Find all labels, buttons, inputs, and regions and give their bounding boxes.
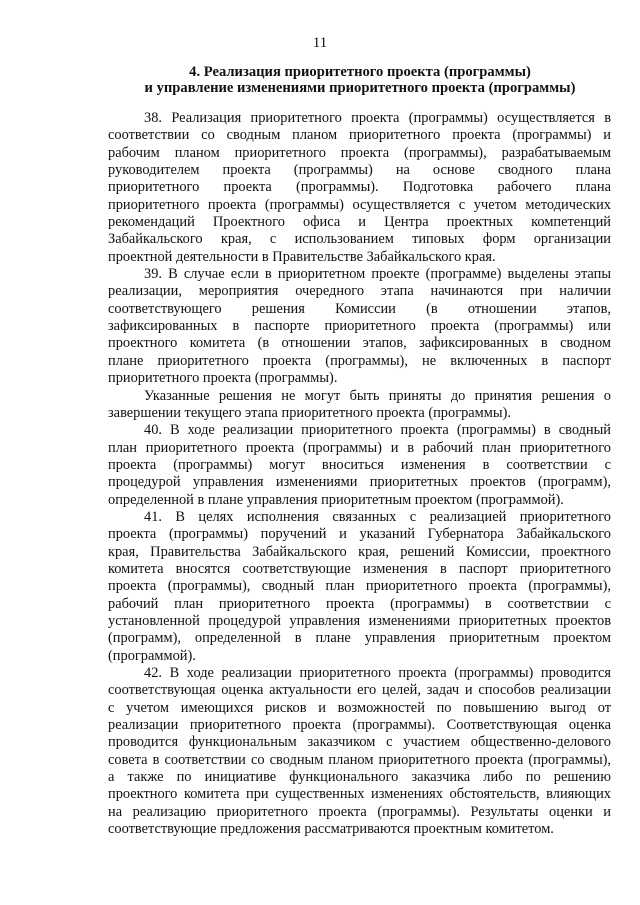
text-line: совета в соответствии со сводным планом приоритетного проекта (программы), — [108, 751, 611, 768]
text-line: 38. Реализация приоритетного проекта (программы) осуществляется в — [144, 110, 611, 126]
text-line: (программой). — [108, 647, 196, 664]
text-line: приоритетного проекта (программы). Подготовка рабочего плана — [108, 179, 611, 196]
text-line: комитета вносятся соответствующие изменения в паспорт приоритетного — [108, 560, 611, 577]
document-body — [108, 110, 611, 838]
text-line: план приоритетного проекта (программы) и в рабочий план приоритетного — [108, 439, 611, 456]
text-line: соответствующая оценка актуальности его целей, задач и способов реализации — [108, 682, 611, 699]
page-number: 11 — [312, 35, 328, 51]
text-line: Указанные решения не могут быть приняты до принятия решения о — [144, 387, 611, 404]
text-line: проекта (программы) поручений и указаний Губернатора Забайкальского — [108, 526, 611, 543]
text-line: проектного комитета при существенных изменениях обстоятельств, влияющих — [108, 786, 611, 803]
text-line: (программ), определенной в плане управления приоритетным проектом — [108, 630, 611, 647]
text-line: руководителем проекта (программы) на основе сводного плана — [108, 162, 611, 179]
text-line: процедурой управления изменениями приоритетных проектов (программ), — [108, 474, 611, 491]
text-line: соответствующего решения Комиссии (в отношении этапов, — [108, 300, 611, 317]
text-line: рабочим планом приоритетного проекта (программы), разрабатываемым — [108, 144, 611, 161]
text-line: завершении текущего этапа приоритетного проекта (программы). — [108, 404, 511, 421]
paragraph-38 — [108, 110, 611, 266]
paragraph-40 — [108, 422, 611, 509]
text-line: проектной деятельности в Правительстве Забайкальского края. — [108, 248, 496, 265]
paragraph-39-note — [108, 388, 611, 423]
section-heading-line: 4. Реализация приоритетного проекта (программы) — [189, 64, 531, 80]
text-line: проводится функциональным заказчиком с участием общественно-делового — [108, 734, 611, 751]
text-line: зафиксированных в паспорте приоритетного проекта (программы) или — [108, 318, 611, 335]
text-line: 41. В целях исполнения связанных с реализацией приоритетного — [144, 508, 611, 525]
text-line: соответствующие предложения рассматриваются проектным комитетом. — [108, 821, 554, 838]
text-line: 39. В случае если в приоритетном проекте (программе) выделены этапы — [144, 266, 611, 283]
text-line: приоритетного проекта (программы). — [108, 370, 338, 387]
paragraph-41 — [108, 509, 611, 665]
text-line: на реализацию приоритетного проекта (программы). Результаты оценки и — [108, 803, 611, 820]
text-line: 42. В ходе реализации приоритетного проекта (программы) проводится — [144, 665, 611, 681]
text-line: приоритетного проекта (программы) осуществляется с учетом методических — [108, 196, 611, 213]
text-line: Забайкальского края, с использованием типовых форм организации — [108, 231, 611, 248]
text-line: установленной процедурой управления изменениями приоритетных проектов — [108, 612, 611, 629]
text-line: с учетом имеющихся рисков и возможностей по повышению выгод от — [108, 699, 611, 716]
paragraph-42 — [108, 665, 611, 838]
text-line: плане приоритетного проекта (программы), не включенных в паспорт — [108, 352, 611, 369]
text-line: проекта (программы), сводный план приоритетного проекта (программы), — [108, 578, 611, 595]
text-line: определенной в плане управления приоритетным проектом (программой). — [108, 491, 564, 508]
text-line: рекомендаций Проектного офиса и Центра проектных компетенций — [108, 214, 611, 231]
text-line: а также по инициативе функционального заказчика либо по решению — [108, 769, 611, 786]
paragraph-39 — [108, 266, 611, 387]
text-line: рабочий план приоритетного проекта (программы) в соответствии с — [108, 595, 611, 612]
section-heading — [108, 64, 612, 96]
text-line: 40. В ходе реализации приоритетного проекта (программы) в сводный — [144, 422, 611, 439]
text-line: проекта (программы) могут вноситься изменения в соответствии с — [108, 456, 611, 473]
text-line: реализации, мероприятия очередного этапа начинаются при наличии — [108, 283, 611, 300]
text-line: соответствии со сводным планом приоритетного проекта (программы) и — [108, 127, 611, 144]
text-line: реализации приоритетного проекта (программы). Соответствующая оценка — [108, 717, 611, 734]
section-heading-line: и управление изменениями приоритетного проекта (программы) — [144, 80, 576, 96]
text-line: края, Правительства Забайкальского края, решений Комиссии, проектного — [108, 543, 611, 560]
text-line: проектного комитета (в отношении этапов, зафиксированных в сводном — [108, 335, 611, 352]
